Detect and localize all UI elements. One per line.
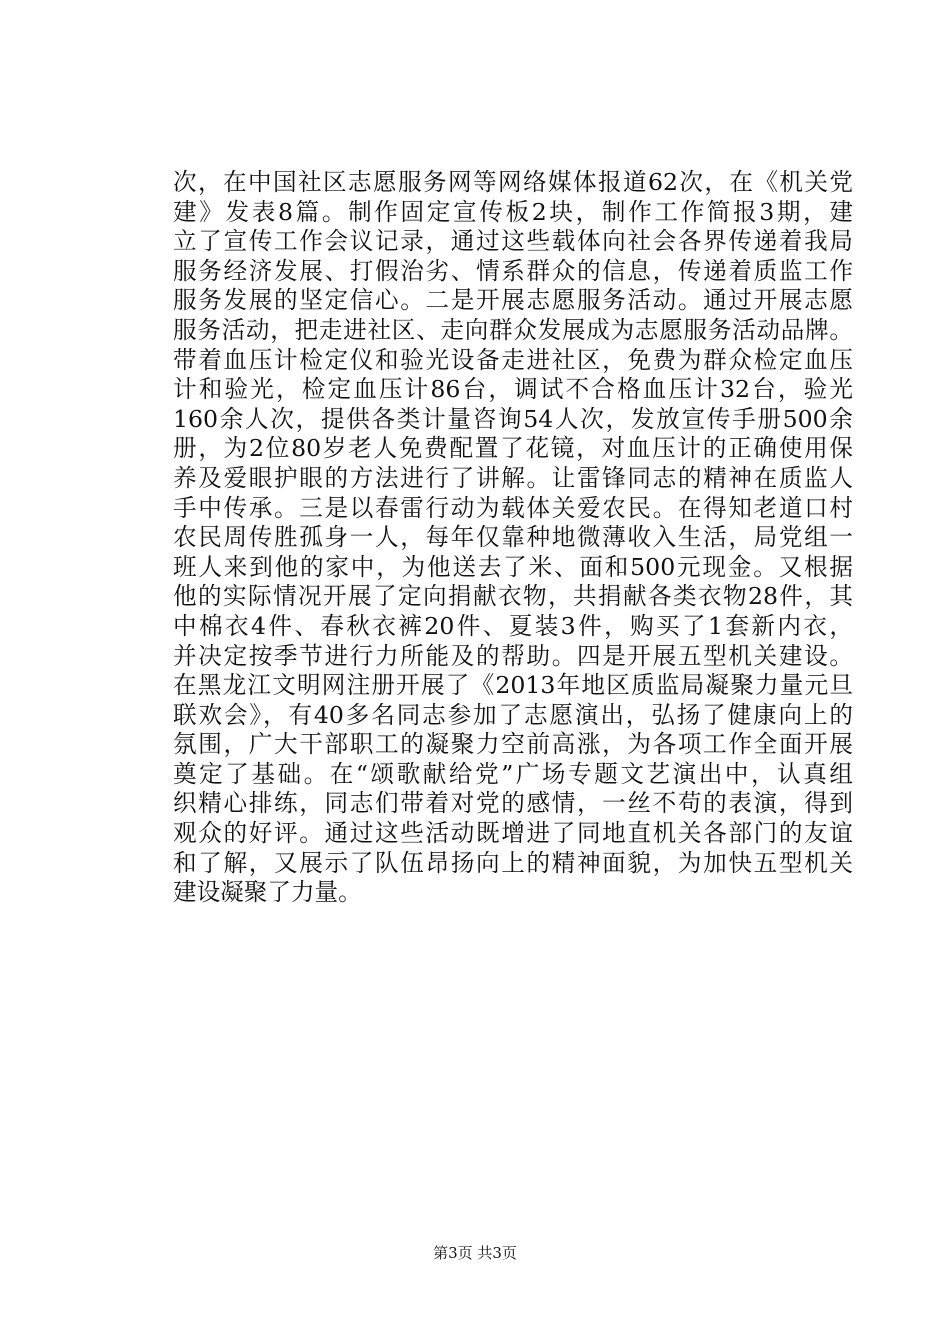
page-footer: 第3页 共3页: [433, 1244, 517, 1262]
paragraph-line: 服务活动，把走进社区、走向群众发展成为志愿服务活动品牌。: [173, 315, 853, 344]
paragraph-line: 观众的好评。通过这些活动既增进了同地直机关各部门的友谊: [173, 819, 853, 848]
paragraph-line: 立了宣传工作会议记录，通过这些载体向社会各界传递着我局: [173, 227, 853, 256]
paragraph-line: 160余人次，提供各类计量咨询54人次，发放宣传手册500余: [173, 404, 853, 433]
body-paragraph: [173, 168, 853, 908]
paragraph-line: 建设凝聚了力量。: [173, 878, 362, 907]
paragraph-line: 建》发表8篇。制作固定宣传板2块，制作工作简报3期，建: [173, 197, 853, 226]
paragraph-line: 他的实际情况开展了定向捐献衣物，共捐献各类衣物28件，其: [173, 582, 853, 611]
paragraph-line: 服务经济发展、打假治劣、情系群众的信息，传递着质监工作: [173, 256, 853, 285]
paragraph-line: 织精心排练，同志们带着对党的感情，一丝不苟的表演，得到: [173, 789, 853, 818]
paragraph-line: 奠定了基础。在“颂歌献给党”广场专题文艺演出中，认真组: [173, 759, 853, 788]
paragraph-line: 次，在中国社区志愿服务网等网络媒体报道62次，在《机关党: [173, 168, 853, 196]
paragraph-line: 班人来到他的家中，为他送去了米、面和500元现金。又根据: [173, 552, 853, 581]
paragraph-line: 册，为2位80岁老人免费配置了花镜，对血压计的正确使用保: [173, 434, 853, 463]
paragraph-line: 联欢会》，有40多名同志参加了志愿演出，弘扬了健康向上的: [173, 700, 853, 729]
paragraph-line: 中棉衣4件、春秋衣裤20件、夏装3件，购买了1套新内衣，: [173, 611, 853, 640]
paragraph-line: 手中传承。三是以春雷行动为载体关爱农民。在得知老道口村: [173, 493, 853, 522]
paragraph-line: 氛围，广大干部职工的凝聚力空前高涨，为各项工作全面开展: [173, 730, 853, 759]
paragraph-line: 农民周传胜孤身一人，每年仅靠种地微薄收入生活，局党组一: [173, 523, 853, 552]
paragraph-line: 和了解，又展示了队伍昂扬向上的精神面貌，为加快五型机关: [173, 848, 853, 877]
paragraph-line: 计和验光，检定血压计86台，调试不合格血压计32台，验光: [173, 375, 853, 404]
paragraph-line: 在黑龙江文明网注册开展了《2013年地区质监局凝聚力量元旦: [173, 671, 853, 700]
paragraph-line: 养及爱眼护眼的方法进行了讲解。让雷锋同志的精神在质监人: [173, 463, 853, 492]
paragraph-line: 带着血压计检定仪和验光设备走进社区，免费为群众检定血压: [173, 345, 853, 374]
paragraph-line: 并决定按季节进行力所能及的帮助。四是开展五型机关建设。: [173, 641, 853, 670]
paragraph-line: 服务发展的坚定信心。二是开展志愿服务活动。通过开展志愿: [173, 286, 853, 315]
